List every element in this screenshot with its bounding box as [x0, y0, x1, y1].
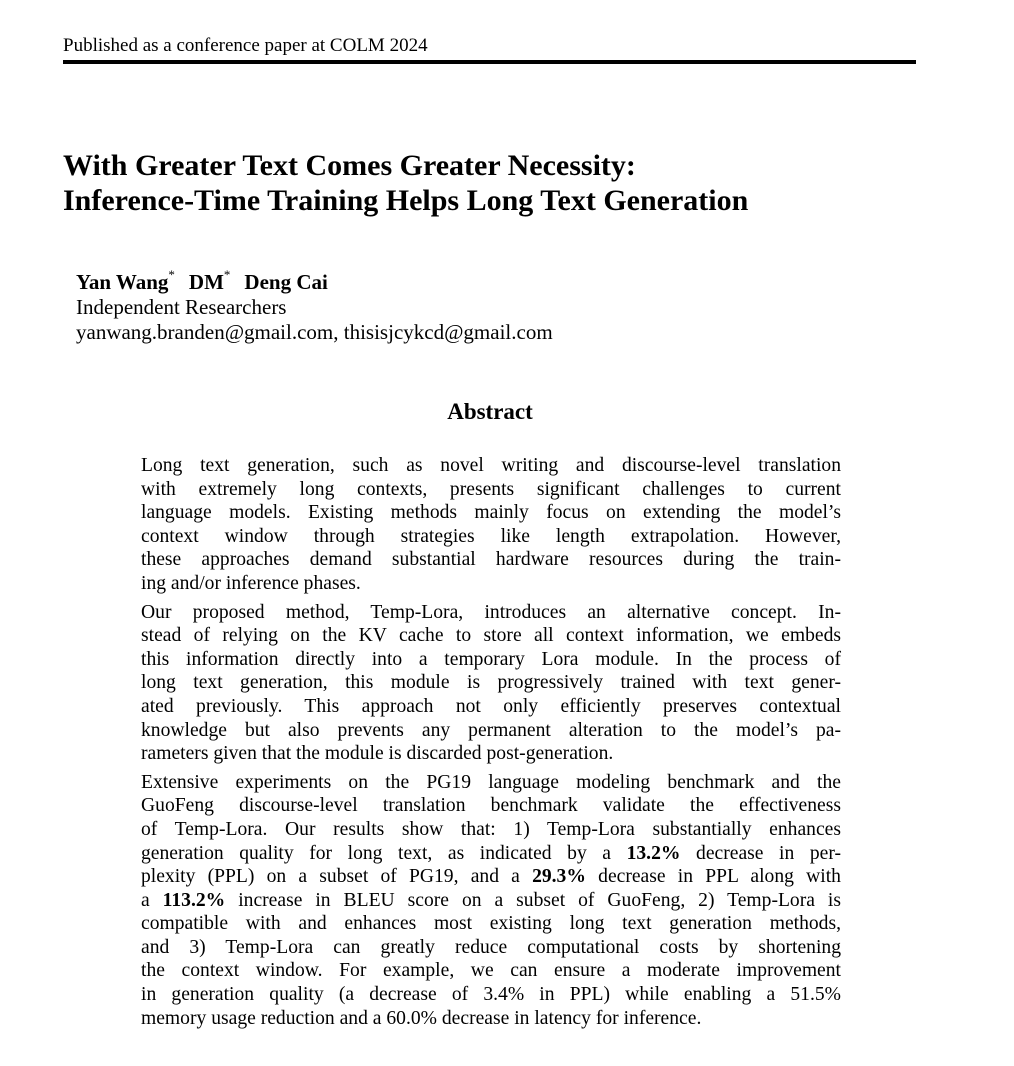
highlight-value: 13.2% [626, 842, 681, 864]
paper-title [63, 148, 943, 218]
abstract-line: Long text generation, such as novel writing and discourse-level translation [141, 455, 841, 476]
abstract-paragraph-2 [141, 601, 841, 766]
text-run: generation quality for long text, as indicated by a [141, 842, 627, 864]
author-names [76, 264, 553, 295]
abstract-line: of Temp-Lora. Our results show that: 1) Temp-Lora substantially enhances [141, 818, 841, 840]
abstract-line: with extremely long contexts, presents significant challenges to current [141, 478, 841, 500]
text-run: a [141, 889, 163, 911]
abstract-line: compatible with and enhances most existing long text generation methods, [141, 913, 841, 935]
abstract-paragraph-3 [141, 771, 841, 1031]
text-run: decrease in per- [680, 842, 841, 864]
abstract-line: Extensive experiments on the PG19 language modeling benchmark and the [141, 771, 841, 793]
highlight-value: 29.3% [532, 866, 586, 888]
abstract-line: knowledge but also prevents any permanent alteration to the model’s pa- [141, 719, 841, 741]
running-header: Published as a conference paper at COLM 2024 [63, 35, 428, 56]
abstract-line [141, 842, 841, 866]
highlight-value: 113.2% [162, 889, 226, 911]
abstract-body [141, 454, 841, 1035]
author-emails: yanwang.branden@gmail.com, thisisjcykcd@gmail.com [76, 320, 553, 344]
affiliation: Independent Researchers [76, 295, 287, 319]
abstract-line: this information directly into a temporary Lora module. In the process of [141, 648, 841, 670]
abstract-line [141, 889, 841, 913]
author-name: Deng Cai [244, 270, 328, 294]
abstract-line: ing and/or inference phases. [141, 572, 361, 594]
text-run: plexity (PPL) on a subset of PG19, and a [141, 866, 533, 888]
abstract-paragraph-1 [141, 454, 841, 596]
abstract-line: Our proposed method, Temp-Lora, introduces an alternative concept. In- [141, 601, 841, 623]
text-run: decrease in PPL along with [585, 866, 841, 888]
abstract-line: context window through strategies like length extrapolation. However, [141, 525, 841, 547]
author-block [76, 264, 553, 345]
abstract-line: language models. Existing methods mainly focus on extending the model’s [141, 502, 841, 524]
abstract-line: the context window. For example, we can ensure a moderate improvement [141, 960, 841, 982]
title-line-2: Inference-Time Training Helps Long Text Generation [63, 184, 749, 217]
author-name: DM [188, 270, 224, 294]
text-run: increase in BLEU score on a subset of GuoFeng, 2) Temp-Lora is [225, 889, 841, 911]
abstract-line: these approaches demand substantial hardware resources during the train- [141, 549, 841, 571]
abstract-line [141, 865, 841, 889]
abstract-line: rameters given that the module is discarded post-generation. [141, 743, 614, 765]
abstract-line: and 3) Temp-Lora can greatly reduce computational costs by shortening [141, 936, 841, 958]
author-name: Yan Wang [76, 270, 169, 294]
title-line-1: With Greater Text Comes Greater Necessity: [63, 149, 636, 182]
abstract-line: GuoFeng discourse-level translation benchmark validate the effectiveness [141, 795, 841, 817]
abstract-line: ated previously. This approach not only efficiently preserves contextual [141, 695, 841, 717]
abstract-line: memory usage reduction and a 60.0% decrease in latency for inference. [141, 1007, 702, 1029]
header-rule [63, 60, 916, 64]
abstract-line: long text generation, this module is progressively trained with text gener- [141, 672, 841, 694]
abstract-heading: Abstract [447, 399, 533, 424]
abstract-line: in generation quality (a decrease of 3.4% in PPL) while enabling a 51.5% [141, 984, 841, 1006]
equal-contribution-mark: * [168, 267, 175, 282]
abstract-line: stead of relying on the KV cache to store all context information, we embeds [141, 625, 841, 647]
equal-contribution-mark: * [223, 267, 231, 282]
